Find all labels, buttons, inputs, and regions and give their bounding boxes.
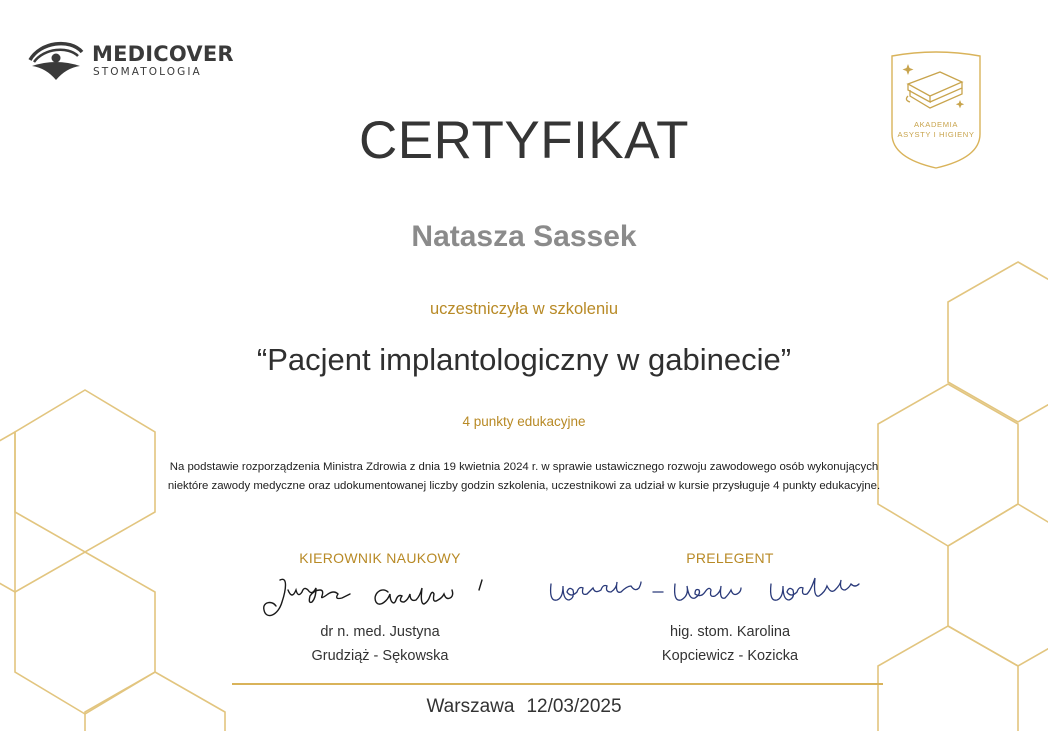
speaker-name-line-1: hig. stom. Karolina [669, 624, 791, 640]
logo-subtitle: STOMATOLOGIA [93, 66, 202, 78]
medicover-emblem-icon [26, 38, 86, 82]
certificate-title: CERTYFIKAT [359, 111, 689, 170]
badge-line-2: ASYSTY I HIGIENY [897, 130, 975, 139]
education-points: 4 punkty edukacyjne [462, 414, 586, 429]
medicover-logo [26, 38, 234, 82]
course-title: “Pacjent implantologiczny w gabinecie” [256, 342, 792, 377]
recipient-name: Natasza Sassek [411, 220, 637, 253]
place: Warszawa [426, 696, 515, 717]
speaker-role: PRELEGENT [686, 550, 774, 566]
place-and-date [0, 696, 1048, 718]
scientific-director-name-line-1: dr n. med. Justyna [320, 624, 440, 640]
footer-divider [232, 683, 883, 685]
logo-brand: MEDICOVER [92, 42, 234, 66]
legal-basis-text: Na podstawie rozporządzenia Ministra Zdrowia z dnia 19 kwietnia 2024 r. w sprawie ustawicznego rozwoju zawodowego osób wykonujących niektóre zawody medyczne oraz udokumentowanej liczby godzin szkolenia, uczestnikowi za udział w kursie przysługuje 4 punkty edukacyjne. [167, 461, 881, 492]
scientific-director-name [240, 620, 520, 668]
date: 12/03/2025 [526, 696, 622, 717]
speaker-name-line-2: Kopciewicz - Kozicka [661, 648, 799, 664]
participation-text: uczestniczyła w szkoleniu [430, 300, 618, 318]
speaker-name [590, 620, 870, 668]
scientific-director-name-line-2: Grudziąż - Sękowska [311, 648, 449, 664]
badge-line-1: AKADEMIA [913, 120, 959, 129]
scientific-director-signature [258, 572, 498, 622]
speaker-signature [545, 574, 905, 614]
scientific-director-role: KIEROWNIK NAUKOWY [299, 550, 461, 566]
